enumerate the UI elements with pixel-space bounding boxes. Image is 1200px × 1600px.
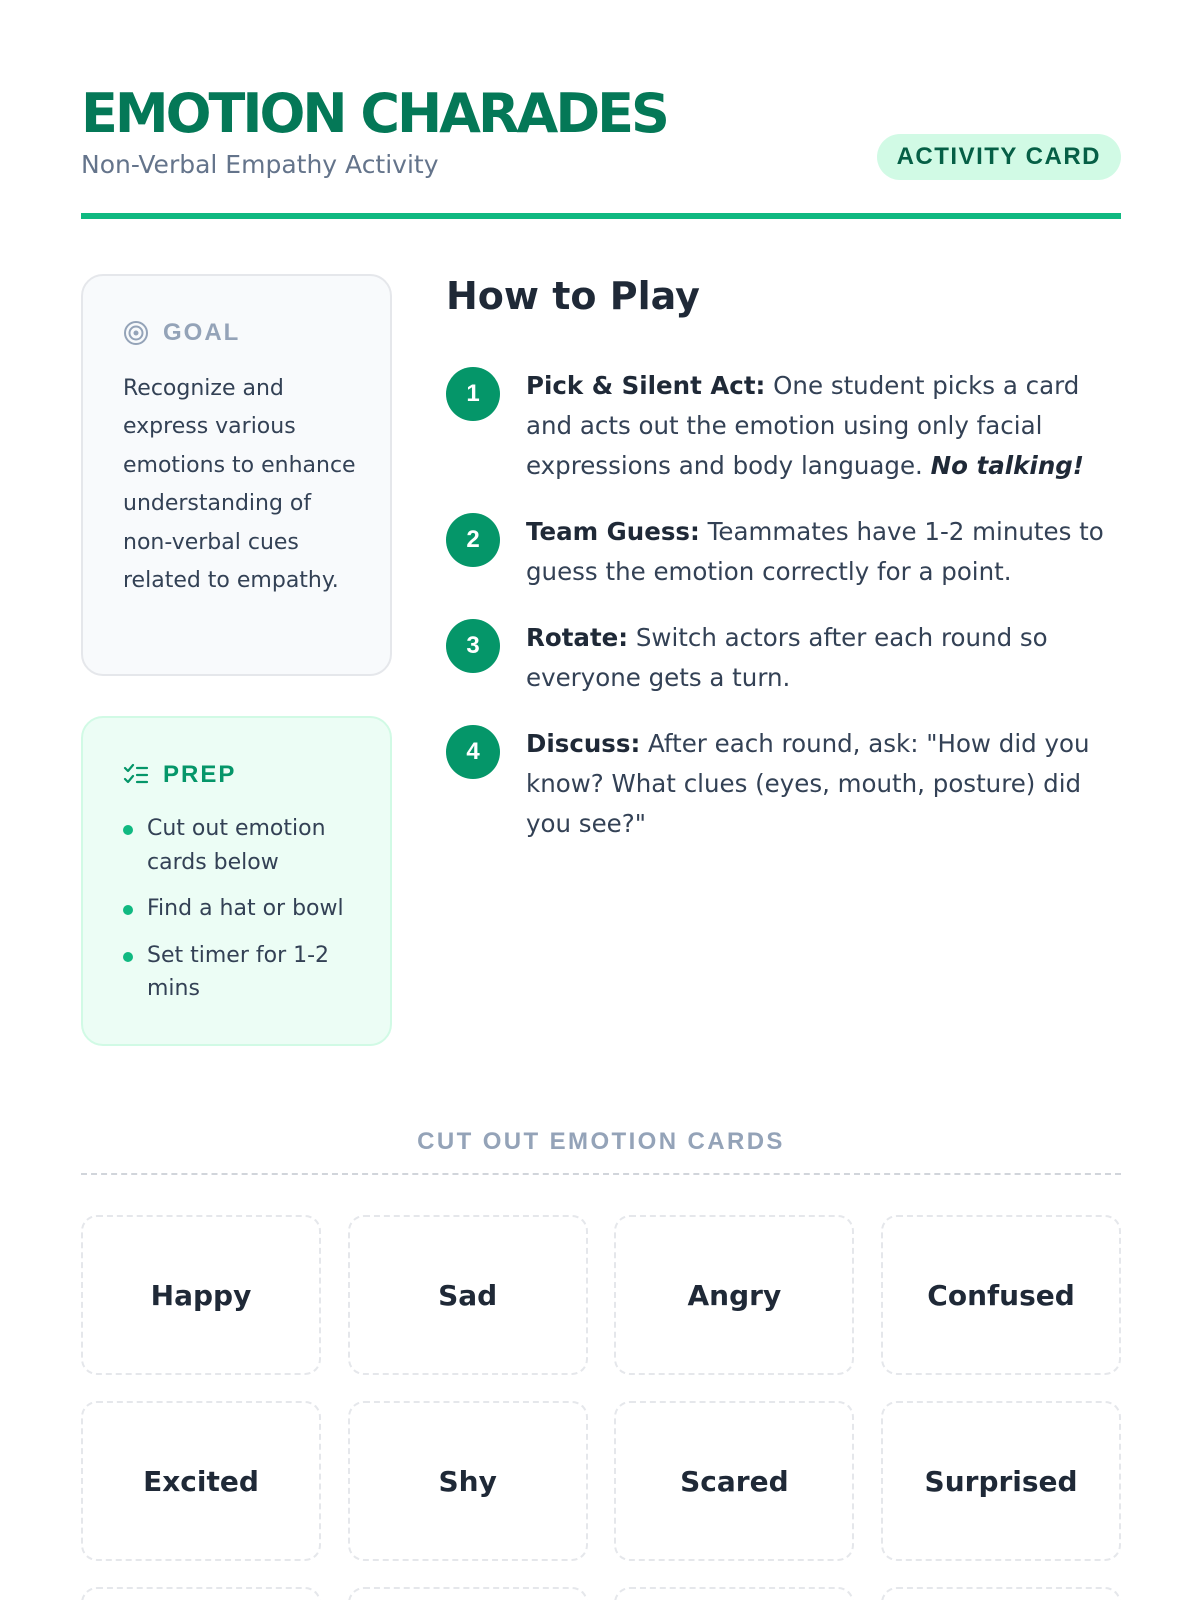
- emotion-card: Surprised: [881, 1401, 1121, 1561]
- header: [81, 82, 1121, 222]
- emotion-card: Excited: [81, 1401, 321, 1561]
- activity-card-badge: ACTIVITY CARD: [877, 134, 1121, 180]
- step-item: [446, 366, 1126, 486]
- step-emphasis: No talking!: [930, 451, 1084, 480]
- emotion-card: [614, 1587, 854, 1600]
- step-text: [526, 512, 1126, 592]
- step-text: [526, 724, 1126, 844]
- step-title: Rotate:: [526, 623, 629, 652]
- prep-header: [123, 760, 236, 790]
- list-item: [123, 939, 373, 1006]
- emotion-card: Shy: [348, 1401, 588, 1561]
- emotion-card: Sad: [348, 1215, 588, 1375]
- target-icon: [123, 320, 149, 346]
- checklist-icon: [123, 762, 149, 788]
- list-item: [123, 892, 373, 926]
- emotion-card: [348, 1587, 588, 1600]
- step-body: Teammates have 1-2 minutes to guess the emotion correctly for a point.: [526, 517, 1104, 586]
- cut-line-divider: [81, 1173, 1121, 1175]
- step-number: 4: [446, 725, 500, 779]
- emotion-card: Angry: [614, 1215, 854, 1375]
- prep-item-text: Find a hat or bowl: [147, 896, 344, 921]
- step-title: Team Guess:: [526, 517, 700, 546]
- goal-header: [123, 318, 240, 348]
- prep-label: PREP: [163, 761, 237, 788]
- step-item: [446, 512, 1126, 592]
- steps-list: [446, 366, 1126, 870]
- step-body: Switch actors after each round so everyone gets a turn.: [526, 623, 1048, 692]
- step-text: [526, 366, 1126, 486]
- header-divider: [81, 213, 1121, 219]
- cut-cards-title: CUT OUT EMOTION CARDS: [417, 1128, 785, 1155]
- emotion-card-grid: [81, 1215, 1121, 1600]
- emotion-card: Scared: [614, 1401, 854, 1561]
- emotion-card: Happy: [81, 1215, 321, 1375]
- emotion-card: [81, 1587, 321, 1600]
- step-number: 2: [446, 513, 500, 567]
- step-body: One student picks a card and acts out the emotion using only facial expressions and body language.: [526, 371, 1080, 480]
- prep-item-text: Cut out emotion cards below: [147, 816, 326, 875]
- goal-text: Recognize and express various emotions to enhance understanding of non-verbal cues related to empathy.: [123, 376, 356, 594]
- step-title: Pick & Silent Act:: [526, 371, 766, 400]
- prep-card: [81, 716, 392, 1046]
- emotion-card: [881, 1587, 1121, 1600]
- page-subtitle: Non-Verbal Empathy Activity: [81, 150, 439, 179]
- bullet-icon: [123, 952, 133, 962]
- step-body: After each round, ask: "How did you know? What clues (eyes, mouth, posture) did you see?": [526, 729, 1090, 838]
- step-number: 3: [446, 619, 500, 673]
- list-item: [123, 812, 373, 879]
- step-item: [446, 618, 1126, 698]
- prep-item-text: Set timer for 1-2 mins: [147, 942, 330, 1001]
- prep-list: [123, 812, 373, 1019]
- step-title: Discuss:: [526, 729, 641, 758]
- step-number: 1: [446, 367, 500, 421]
- page-title: EMOTION CHARADES: [81, 82, 667, 145]
- step-text: [526, 618, 1126, 698]
- emotion-card: Confused: [881, 1215, 1121, 1375]
- how-to-play-title: How to Play: [446, 274, 700, 318]
- bullet-icon: [123, 825, 133, 835]
- goal-card: [81, 274, 392, 676]
- bullet-icon: [123, 905, 133, 915]
- step-item: [446, 724, 1126, 844]
- goal-label: GOAL: [163, 319, 241, 346]
